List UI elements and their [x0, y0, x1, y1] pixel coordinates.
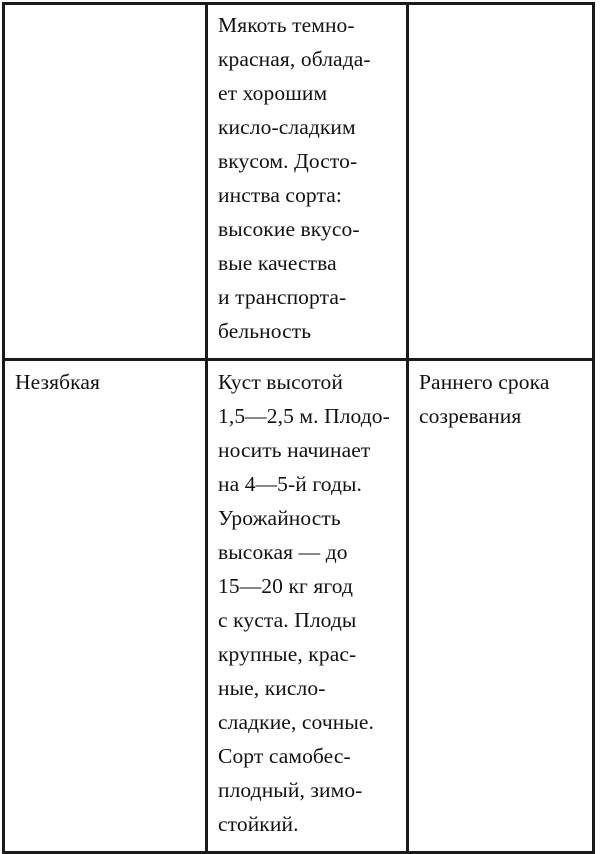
variety-name-text [5, 361, 205, 409]
variety-name-cell [4, 360, 207, 853]
text-line: и транспорта- [218, 285, 347, 309]
variety-ripening-cell [408, 360, 594, 853]
text-line: Раннего срока [419, 370, 550, 394]
text-line: созревания [419, 404, 522, 428]
text-line: плодный, зимо- [218, 778, 363, 802]
text-line: Незябкая [15, 370, 101, 394]
table-row [4, 4, 594, 360]
text-line: носить начинает [218, 438, 371, 462]
text-line: инства сорта: [218, 183, 342, 207]
variety-description-text [208, 5, 406, 358]
text-line: с куста. Плоды [218, 608, 357, 632]
text-line: на 4—5-й годы. [218, 472, 363, 496]
text-line: ет хорошим [218, 81, 328, 105]
table-body [4, 4, 594, 853]
text-line: высокие вкусо- [218, 217, 360, 241]
variety-ripening-cell [408, 4, 594, 360]
text-line: вкусом. Досто- [218, 149, 358, 173]
text-line: кисло-сладким [218, 115, 356, 139]
text-line: 15—20 кг ягод [218, 574, 354, 598]
varieties-table [2, 2, 595, 854]
variety-ripening-text [409, 361, 592, 443]
text-line: 1,5—2,5 м. Плодо- [218, 404, 390, 428]
text-line: Мякоть темно- [218, 13, 355, 37]
text-line: бельность [218, 319, 312, 343]
text-line: красная, облада- [218, 47, 371, 71]
text-line: высокая — до [218, 540, 348, 564]
text-line: Сорт самобес- [218, 744, 351, 768]
text-line: Куст высотой [218, 370, 343, 394]
text-line: ные, кисло- [218, 676, 326, 700]
text-line: крупные, крас- [218, 642, 357, 666]
text-line: Урожайность [218, 506, 341, 530]
variety-description-text [208, 361, 406, 851]
text-line: сладкие, сочные. [218, 710, 375, 734]
text-line: вые качества [218, 251, 337, 275]
variety-ripening-text [409, 5, 592, 28]
table-row [4, 360, 594, 853]
variety-description-cell [207, 4, 408, 360]
variety-name-cell [4, 4, 207, 360]
variety-name-text [5, 5, 205, 28]
variety-description-cell [207, 360, 408, 853]
text-line: стойкий. [218, 812, 299, 836]
